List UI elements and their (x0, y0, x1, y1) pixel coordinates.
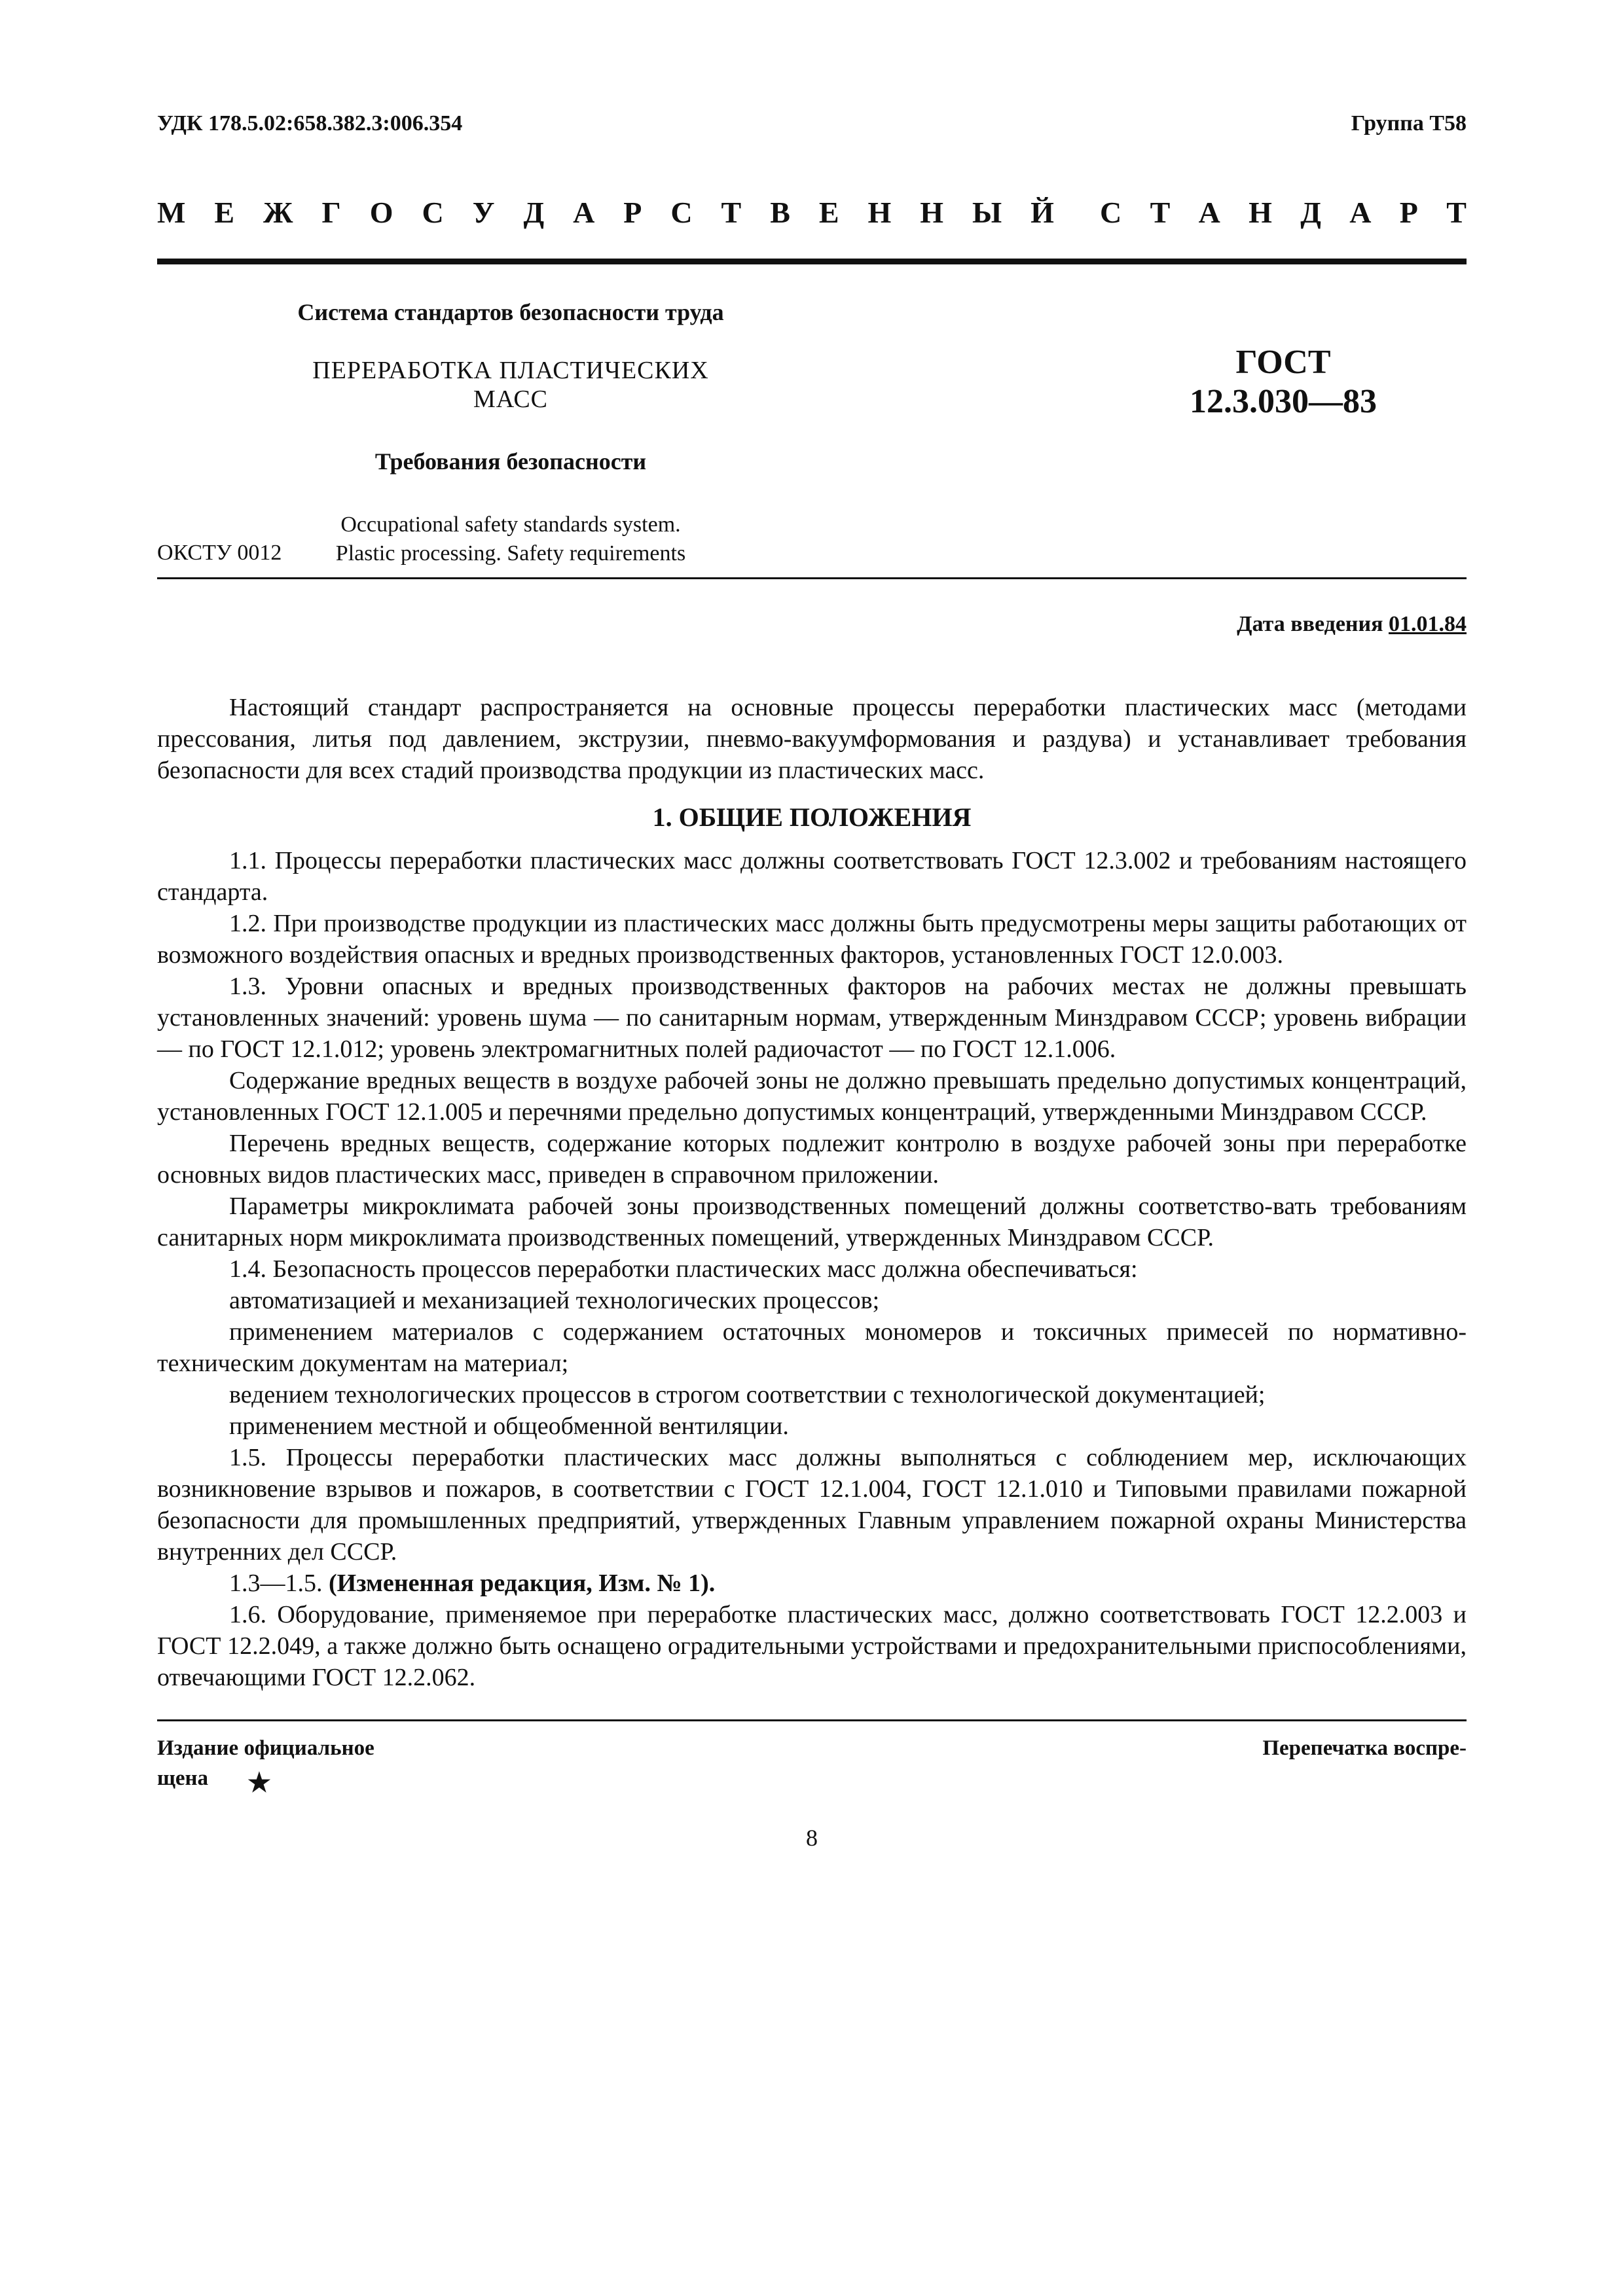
banner-letter: Н (1249, 196, 1272, 229)
page-number: 8 (806, 1825, 818, 1851)
banner-letter: Т (1150, 196, 1171, 229)
amendment-text: (Измененная редакция, Изм. № 1). (329, 1570, 716, 1597)
banner-letter: Д (523, 196, 545, 229)
section-paragraphs (157, 845, 1467, 1568)
banner-letter: Г (321, 196, 341, 229)
banner-letter: Ы (972, 196, 1002, 229)
banner-letter: М (157, 196, 186, 229)
paragraph: 1.2. При производстве продукции из пластических масс должны быть предусмотрены меры защиты работающих от возможного воздействия опасных и вредных производственных факторов, установленных ГОСТ 12.0.003. (157, 910, 1467, 969)
paragraph: Перечень вредных веществ, содержание которых подлежит контролю в воздухе рабочей зоны при переработке основных видов пластических масс, приведен в справочном приложении. (157, 1130, 1467, 1189)
banner-word-interstate (157, 195, 1054, 230)
udk-code: УДК 178.5.02:658.382.3:006.354 (157, 111, 463, 135)
paragraph: Содержание вредных веществ в воздухе рабочей зоны не должно превышать предельно допустимых концентраций, установленных ГОСТ 12.1.005 и перечнями предельно допустимых концентраций, утвержденными Минздравом СССР. (157, 1067, 1467, 1126)
reprint-continuation (157, 1763, 445, 1798)
paragraph: применением местной и общеобменной вентиляции. (229, 1412, 789, 1440)
banner-letter: А (1349, 196, 1372, 229)
paragraph: Параметры микроклимата рабочей зоны производственных помещений должны соответство-вать требованиям санитарных норм микроклимата производственных помещений, утвержденных Минздравом СССР. (157, 1193, 1467, 1251)
banner-letter: Т (1446, 196, 1467, 229)
banner-letter: С (670, 196, 693, 229)
okstu-code: ОКСТУ 0012 (157, 541, 282, 565)
paragraph: 1.5. Процессы переработки пластических масс должны выполняться с соблюдением мер, исключающих возникновение взрывов и пожаров, в соответствии с ГОСТ 12.1.004, ГОСТ 12.1.010 и Типовыми правилами пожарной безопасности для промышленных предприятий, утвержденных Главным управлением пожарной охраны Министерства внутренних дел СССР. (157, 1444, 1467, 1566)
banner-letter: О (369, 196, 393, 229)
banner-letter: Е (214, 196, 235, 229)
intro-paragraph: Настоящий стандарт распространяется на основные процессы переработки пластических масс (методами прессования, литья под давлением, экструзии, пневмо-вакуумформования и раздува) и устанавливает требования безопасности для всех стадий производства продукции из пластических масс. (157, 694, 1467, 784)
main-title: ПЕРЕРАБОТКА ПЛАСТИЧЕСКИХ МАСС (312, 357, 709, 413)
paragraph: применением материалов с содержанием остаточных мономеров и токсичных примесей по нормативно-техническим документам на материал; (157, 1318, 1467, 1377)
banner-letter: Е (818, 196, 839, 229)
banner-letter: А (1198, 196, 1220, 229)
paragraph: 1.4. Безопасность процессов переработки пластических масс должна обеспечиваться: (229, 1255, 1138, 1283)
subtitle: Требования безопасности (374, 448, 647, 475)
section-title: 1. ОБЩИЕ ПОЛОЖЕНИЯ (652, 802, 972, 832)
footer-left (157, 1733, 445, 1798)
amendment-note (157, 1568, 1467, 1599)
date-label: Дата введения (1237, 612, 1389, 636)
gost-label: ГОСТ (1235, 344, 1331, 381)
body-text (157, 692, 1467, 1693)
gost-number: 12.3.030—83 (1190, 383, 1377, 420)
header-row (157, 111, 1467, 136)
paragraph: 1.3. Уровни опасных и вредных производственных факторов на рабочих местах не должны превышать установленных значений: уровень шума — по санитарным нормам, утвержденным Минздравом СССР; уровень вибрации — по ГОСТ 12.1.012; уровень электромагнитных полей радиочастот — по ГОСТ 12.1.006. (157, 973, 1467, 1063)
banner-letter: У (472, 196, 495, 229)
paragraph: 1.1. Процессы переработки пластических масс должны соответствовать ГОСТ 12.3.002 и требованиям настоящего стандарта. (157, 847, 1467, 906)
titles (282, 264, 740, 568)
introduction-date (157, 612, 1467, 637)
banner-letter: Р (623, 196, 642, 229)
standard-banner (157, 195, 1467, 230)
date-value: 01.01.84 (1389, 612, 1467, 636)
banner-letter: В (770, 196, 790, 229)
okstu-rule (157, 577, 1467, 579)
reprint-continuation-text: щена (157, 1767, 209, 1790)
group-code: Группа Т58 (1351, 111, 1467, 135)
banner-letter: Т (721, 196, 742, 229)
banner-letter: С (1100, 196, 1122, 229)
english-title-line: Occupational safety standards system. (340, 512, 681, 537)
english-title-line: Plastic processing. Safety requirements (335, 541, 686, 565)
english-title (282, 511, 740, 568)
banner-letter: Н (867, 196, 892, 229)
paragraph: ведением технологических процессов в строгом соответствии с технологической документацией; (229, 1381, 1266, 1408)
series-title: Система стандартов безопасности труда (297, 299, 724, 325)
paragraph: 1.6. Оборудование, применяемое при переработке пластических масс, должно соответствовать ГОСТ 12.2.003 и ГОСТ 12.2.049, а также должно быть оснащено оградительными устройствами и предохранительными приспособлениями, отвечающими ГОСТ 12.2.062. (157, 1601, 1467, 1691)
banner-letter: Д (1300, 196, 1321, 229)
banner-letter: Й (1030, 196, 1054, 229)
banner-letter: Р (1399, 196, 1418, 229)
reprint-notice: Перепечатка воспре- (1262, 1736, 1467, 1760)
star-icon: ★ (247, 1768, 271, 1797)
document-page (157, 111, 1467, 1852)
official-edition: Издание официальное (157, 1736, 374, 1760)
footer (157, 1733, 1467, 1798)
banner-letter: Ж (263, 196, 293, 229)
amendment-prefix: 1.3—1.5. (229, 1570, 329, 1597)
banner-letter: С (422, 196, 444, 229)
banner-letter: Н (920, 196, 944, 229)
gost-designation (1159, 343, 1408, 422)
paragraph: автоматизацией и механизацией технологических процессов; (229, 1287, 880, 1314)
banner-letter: А (573, 196, 595, 229)
header-rule (157, 259, 1467, 264)
footer-rule (157, 1719, 1467, 1721)
banner-word-standard (1100, 195, 1467, 230)
